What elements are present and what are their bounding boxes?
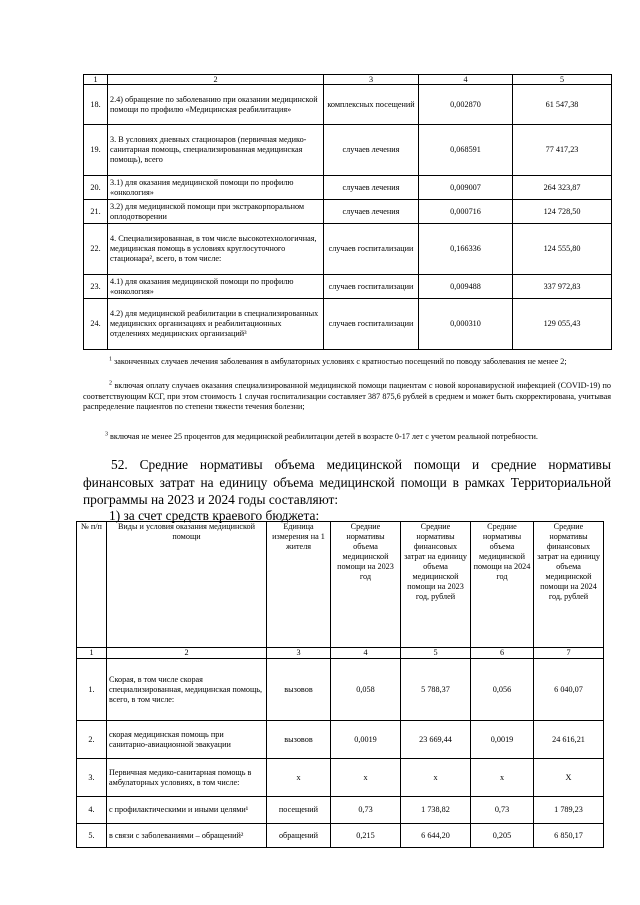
row-cost: 264 323,87 xyxy=(513,176,612,200)
col-number-4: 4 xyxy=(331,648,401,659)
row-unit: комплексных посещений xyxy=(324,85,419,125)
row-description: с профилактическими и иными целями¹ xyxy=(107,797,267,824)
header-volume-2023: Средние нормативы объема медицинской помощи на 2023 год xyxy=(331,522,401,648)
table-header-row xyxy=(84,75,612,85)
row-volume-2024: х xyxy=(471,759,534,797)
row-cost: 129 055,43 xyxy=(513,299,612,350)
row-cost: 124 728,50 xyxy=(513,200,612,224)
row-volume-2024: 0,73 xyxy=(471,797,534,824)
footnote-text: законченных случаев лечения заболевания в амбулаторных условиях с кратностью посещений по поводу заболевания не менее 2; xyxy=(114,357,567,366)
section-subheading: 1) за счет средств краевого бюджета: xyxy=(109,508,320,523)
row-description: скорая медицинская помощь при санитарно-авиационной эвакуации xyxy=(107,721,267,759)
row-number: 2. xyxy=(77,721,107,759)
table-row xyxy=(77,797,604,824)
col-number-2: 2 xyxy=(107,648,267,659)
table-continuation xyxy=(83,74,612,350)
row-cost-2023: 1 738,82 xyxy=(401,797,471,824)
row-volume: 0,009007 xyxy=(419,176,513,200)
row-number: 18. xyxy=(84,85,108,125)
footnote-text: включая оплату случаев оказания специализированной медицинской помощи пациентам с новой коронавирусной инфекцией (COVID-19) по соответствующим КСГ, при этом стоимость 1 случая госпитализации составляет 387 875,6 рублей в среднем и может быть скорректирована, учитывая распределение пациентов по степени тяжести течения болезни; xyxy=(83,381,611,411)
col-number-7: 7 xyxy=(534,648,604,659)
row-volume-2024: 0,0019 xyxy=(471,721,534,759)
row-description: 2.4) обращение по заболеванию при оказании медицинской помощи по профилю «Медицинская реабилитация» xyxy=(108,85,324,125)
table-row xyxy=(84,275,612,299)
row-cost: 77 417,23 xyxy=(513,125,612,176)
row-description: в связи с заболеваниями – обращений² xyxy=(107,824,267,848)
footnote-mark: 1 xyxy=(109,356,112,363)
row-unit: обращений xyxy=(267,824,331,848)
footnote-1 xyxy=(83,357,611,368)
row-number: 21. xyxy=(84,200,108,224)
column-number-row xyxy=(77,648,604,659)
section-heading: 52. Средние нормативы объема медицинской помощи и средние нормативы финансовых затрат на единицу объема медицинской помощи в рамках Территориальной программы на 2023 и 2024 годы составляют: xyxy=(83,457,611,507)
row-volume-2023: х xyxy=(331,759,401,797)
row-volume-2023: 0,0019 xyxy=(331,721,401,759)
row-unit: х xyxy=(267,759,331,797)
header-cost-2024: Средние нормативы финансовых затрат на единицу объема медицинской помощи на 2024 год, рублей xyxy=(534,522,604,648)
row-cost: 61 547,38 xyxy=(513,85,612,125)
row-cost-2023: х xyxy=(401,759,471,797)
col-number-2: 2 xyxy=(108,75,324,85)
col-number-5: 5 xyxy=(513,75,612,85)
row-unit: случаев лечения xyxy=(324,200,419,224)
row-cost-2023: 5 788,37 xyxy=(401,659,471,721)
row-volume-2023: 0,215 xyxy=(331,824,401,848)
row-description: Скорая, в том числе скорая специализированная, медицинская помощь, всего, в том числе: xyxy=(107,659,267,721)
row-cost: 124 555,80 xyxy=(513,224,612,275)
row-unit: случаев лечения xyxy=(324,176,419,200)
row-cost: 337 972,83 xyxy=(513,275,612,299)
normatives-table xyxy=(76,521,604,848)
header-type: Виды и условия оказания медицинской помощи xyxy=(107,522,267,648)
row-volume-2024: 0,205 xyxy=(471,824,534,848)
table-row xyxy=(77,759,604,797)
row-number: 3. xyxy=(77,759,107,797)
footnote-mark: 2 xyxy=(109,380,112,387)
row-description: 3.1) для оказания медицинской помощи по профилю «онкология» xyxy=(108,176,324,200)
row-unit: случаев лечения xyxy=(324,125,419,176)
table-row xyxy=(77,824,604,848)
table-row xyxy=(84,299,612,350)
table-row xyxy=(77,659,604,721)
row-cost-2024: 24 616,21 xyxy=(534,721,604,759)
row-unit: случаев госпитализации xyxy=(324,299,419,350)
row-description: 4.1) для оказания медицинской помощи по профилю «онкология» xyxy=(108,275,324,299)
row-unit: посещений xyxy=(267,797,331,824)
row-unit: случаев госпитализации xyxy=(324,224,419,275)
row-unit: вызовов xyxy=(267,659,331,721)
col-number-3: 3 xyxy=(267,648,331,659)
row-cost-2024: Х xyxy=(534,759,604,797)
table-row xyxy=(84,200,612,224)
col-number-5: 5 xyxy=(401,648,471,659)
header-volume-2024: Средние нормативы объема медицинской помощи на 2024 год xyxy=(471,522,534,648)
col-number-3: 3 xyxy=(324,75,419,85)
row-number: 4. xyxy=(77,797,107,824)
row-number: 19. xyxy=(84,125,108,176)
row-cost-2023: 23 669,44 xyxy=(401,721,471,759)
row-cost-2024: 1 789,23 xyxy=(534,797,604,824)
header-number: № п/п xyxy=(77,522,107,648)
row-number: 1. xyxy=(77,659,107,721)
row-description: 3. В условиях дневных стационаров (первичная медико-санитарная помощь, специализированная медицинская помощь), всего xyxy=(108,125,324,176)
row-cost-2023: 6 644,20 xyxy=(401,824,471,848)
row-volume: 0,000310 xyxy=(419,299,513,350)
row-volume: 0,000716 xyxy=(419,200,513,224)
row-description: 4.2) для медицинской реабилитации в специализированных медицинских организациях и реабилитационных отделениях медицинских организаций³ xyxy=(108,299,324,350)
table-row xyxy=(77,721,604,759)
table-row xyxy=(84,224,612,275)
footnote-mark: 3 xyxy=(105,431,108,438)
row-description: 4. Специализированная, в том числе высокотехнологичная, медицинская помощь в условиях круглосуточного стационара², всего, в том числе: xyxy=(108,224,324,275)
row-description: Первичная медико-санитарная помощь в амбулаторных условиях, в том числе: xyxy=(107,759,267,797)
header-unit: Единица измерения на 1 жителя xyxy=(267,522,331,648)
row-cost-2024: 6 850,17 xyxy=(534,824,604,848)
col-number-1: 1 xyxy=(84,75,108,85)
row-description: 3.2) для медицинской помощи при экстракорпоральном оплодотворении xyxy=(108,200,324,224)
row-volume: 0,068591 xyxy=(419,125,513,176)
table-header-row xyxy=(77,522,604,648)
row-volume-2024: 0,056 xyxy=(471,659,534,721)
col-number-6: 6 xyxy=(471,648,534,659)
row-number: 5. xyxy=(77,824,107,848)
table-row xyxy=(84,125,612,176)
row-volume-2023: 0,058 xyxy=(331,659,401,721)
row-volume: 0,166336 xyxy=(419,224,513,275)
row-unit: случаев госпитализации xyxy=(324,275,419,299)
row-number: 24. xyxy=(84,299,108,350)
row-volume: 0,002870 xyxy=(419,85,513,125)
footnote-3 xyxy=(83,432,611,443)
col-number-1: 1 xyxy=(77,648,107,659)
col-number-4: 4 xyxy=(419,75,513,85)
row-number: 22. xyxy=(84,224,108,275)
row-number: 23. xyxy=(84,275,108,299)
row-number: 20. xyxy=(84,176,108,200)
table-row xyxy=(84,85,612,125)
footnote-2 xyxy=(83,381,611,413)
header-cost-2023: Средние нормативы финансовых затрат на единицу объема медицинской помощи на 2023 год, рублей xyxy=(401,522,471,648)
row-unit: вызовов xyxy=(267,721,331,759)
row-volume: 0,009488 xyxy=(419,275,513,299)
footnote-text: включая не менее 25 процентов для медицинской реабилитации детей в возрасте 0-17 лет с учетом реальной потребности. xyxy=(110,432,538,441)
table-row xyxy=(84,176,612,200)
row-cost-2024: 6 040,07 xyxy=(534,659,604,721)
row-volume-2023: 0,73 xyxy=(331,797,401,824)
